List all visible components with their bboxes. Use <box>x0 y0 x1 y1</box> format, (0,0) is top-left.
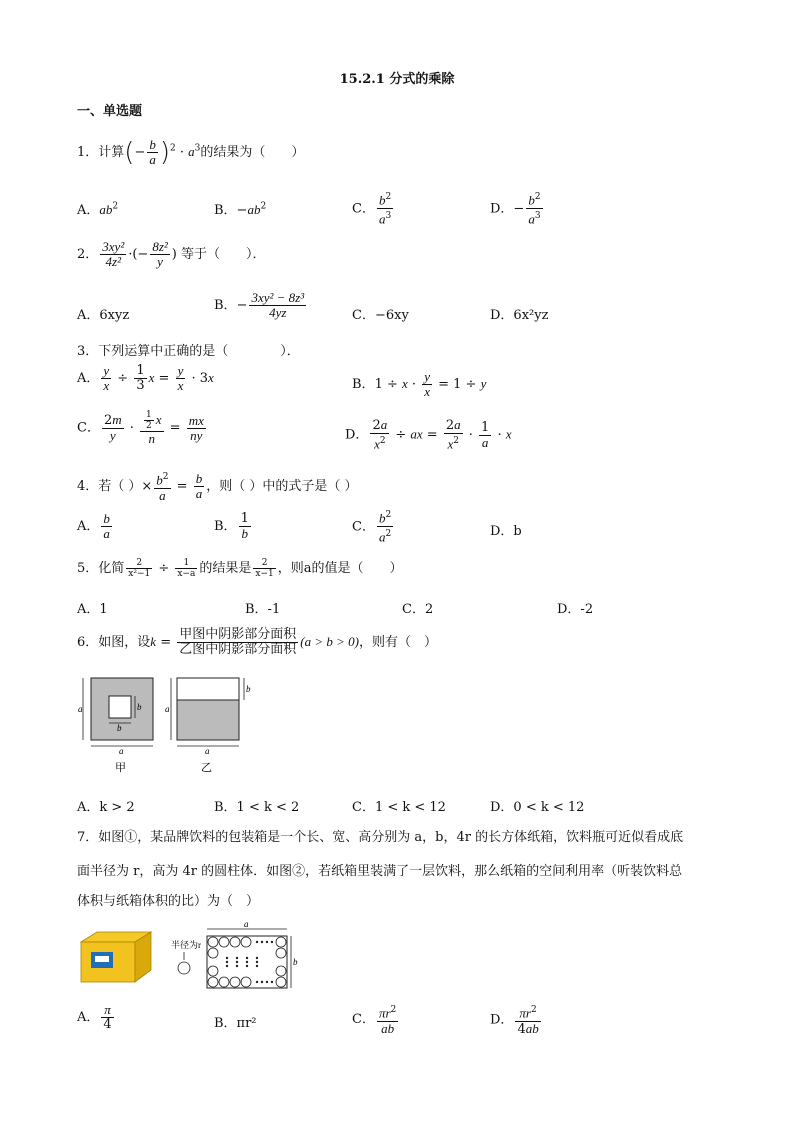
question-6-stem: 6．如图，设k = $\frac{\text{甲图中阴影部分面积}}{\text{乙图中阴影部分面积}}$ (a > b > 0)，则有（ ） <box>77 627 437 657</box>
q5-option-c[interactable]: C．2 <box>402 602 434 617</box>
page-title: 15.2.1 分式的乘除 <box>339 72 455 87</box>
q4-option-d[interactable]: D．b <box>490 524 522 539</box>
q3-option-a[interactable]: A． $\frac{y}{x}$ ÷ $\frac{1}{3}$ x = $\frac{y}{x}$ · 3x <box>77 363 214 393</box>
radius-label: 半径为r <box>171 940 201 950</box>
q7-option-d[interactable]: D． $\frac{\pi r^2}{4ab}$ <box>490 1005 539 1038</box>
svg-text:a: a <box>78 704 83 714</box>
q3-option-b[interactable]: B．1 ÷ x · $\frac{y}{x}$ = 1 ÷ y <box>352 369 487 399</box>
question-2-stem: 2． $\frac{\text{3xy²}}{\text{4z²}}$ ·(− $\frac{\text{8z²}}{y}$ ) 等于（ ）． <box>77 239 266 269</box>
q7-option-b[interactable]: B．πr² <box>214 1016 257 1031</box>
q6-option-c[interactable]: C．1 < k < 12 <box>352 800 446 815</box>
fig-yi-shade <box>177 700 239 740</box>
svg-text:b: b <box>293 957 298 967</box>
question-7-line-3: 体积与纸箱体积的比）为（ ） <box>77 894 260 909</box>
q6-option-a[interactable]: A．k > 2 <box>77 800 135 815</box>
can-icon <box>178 962 190 974</box>
fig-jia-hole <box>109 696 131 718</box>
q3-option-c[interactable]: C． $\frac{2m}{y}$ · $\frac{1}{2}$ x n = $\frac{mx}{ny}$ <box>77 410 204 446</box>
q3-option-d[interactable]: D． $\frac{2a}{x^2}$ ÷ ax = $\frac{2a}{x^2}$ · $\frac{1}{a}$ · x <box>345 417 512 452</box>
q7-option-c[interactable]: C． $\frac{\pi r^2}{ab}$ <box>352 1005 397 1037</box>
q4-option-a[interactable]: A． $\frac{b}{a}$ <box>77 511 110 541</box>
section-heading: 一、单选题 <box>77 104 143 119</box>
q6-figure <box>77 674 257 776</box>
q2-option-a[interactable]: A．6xyz <box>77 308 130 323</box>
svg-text:b: b <box>137 702 142 712</box>
q6-option-b[interactable]: B．1 < k < 2 <box>214 800 300 815</box>
q1-option-a[interactable]: A．$ab^2$ <box>77 201 119 218</box>
q5-option-b[interactable]: B．-1 <box>245 602 281 617</box>
question-7-line-2: 面半径为 r，高为 4r 的圆柱体．如图②，若纸箱里装满了一层饮料，那么纸箱的空间利用率（听装饮料总 <box>77 864 683 879</box>
question-1-stem: 1．计算(− $\frac{b}{a}$ )$^2 \cdot a^3$的结果为（ ） <box>77 137 305 168</box>
svg-text:a: a <box>165 704 170 714</box>
q1-option-c[interactable]: C． $\frac{b^2}{a^3}$ <box>352 192 392 227</box>
q7-option-a[interactable]: A． $\frac{\pi}{4}$ <box>77 1002 112 1032</box>
svg-text:a: a <box>119 746 124 756</box>
q2-option-c[interactable]: C．−6xy <box>352 308 409 323</box>
svg-text:a: a <box>205 746 210 756</box>
q2-option-b[interactable]: B．− $\frac{\text{3xy² − 8z³}}{4yz}$ <box>214 290 305 320</box>
question-7-line-1: 7．如图①，某品牌饮料的包装箱是一个长、宽、高分别为 a，b，4r 的长方体纸箱，饮料瓶可近似看成底 <box>77 830 684 845</box>
svg-text:b: b <box>117 723 122 733</box>
fig-yi-label: 乙 <box>201 762 212 774</box>
q1-option-b[interactable]: B．$-ab^2$ <box>214 201 267 218</box>
q1-option-d[interactable]: D．− $\frac{b^2}{a^3}$ <box>490 192 541 227</box>
question-4-stem: 4．若（ ）× $\frac{b^2}{a}$ = $\frac{b}{a}$ ，则（ ）中的式子是（ ） <box>77 471 358 504</box>
question-5-stem: 5．化简 $\frac{2}{\text{x²−1}}$ ÷ $\frac{1}{x-a}$ 的结果是 $\frac{2}{x-1}$ ，则a的值是（ ） <box>77 558 403 579</box>
question-3-stem: 3．下列运算中正确的是（ ）． <box>77 344 300 359</box>
q4-option-c[interactable]: C． $\frac{b^2}{a^2}$ <box>352 510 392 545</box>
q7-figure <box>77 920 297 992</box>
fig-jia-label: 甲 <box>115 762 126 774</box>
q4-option-b[interactable]: B． $\frac{1}{b}$ <box>214 511 249 541</box>
q5-option-a[interactable]: A．1 <box>77 602 108 617</box>
svg-text:a: a <box>244 919 249 929</box>
svg-text:b: b <box>246 684 251 694</box>
q6-option-d[interactable]: D．0 < k < 12 <box>490 800 585 815</box>
q5-option-d[interactable]: D．-2 <box>557 602 594 617</box>
q2-option-d[interactable]: D．6x²yz <box>490 308 549 323</box>
